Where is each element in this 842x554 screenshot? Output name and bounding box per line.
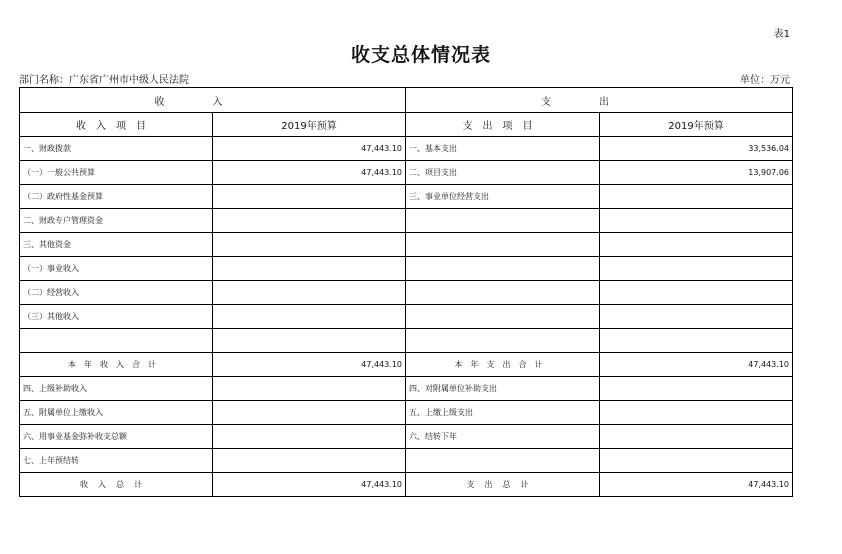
expense-value-cell	[600, 305, 793, 329]
expense-item-cell: 四、对附属单位补助支出	[406, 377, 600, 401]
expense-total-value: 47,443.10	[600, 473, 793, 497]
expense-header: 支出	[406, 88, 793, 113]
income-item-cell: 五、附属单位上缴收入	[20, 401, 213, 425]
income-header: 收入	[20, 88, 406, 113]
table-row	[20, 233, 793, 257]
income-total-label: 收入总计	[20, 473, 213, 497]
expense-item-header: 支出项目	[406, 113, 600, 137]
table-row	[20, 401, 793, 425]
income-budget-header: 2019年预算	[213, 113, 406, 137]
income-item-cell: （一）一般公共预算	[20, 161, 213, 185]
table-row	[20, 377, 793, 401]
expense-value-cell: 13,907.06	[600, 161, 793, 185]
expense-item-cell: 三、事业单位经营支出	[406, 185, 600, 209]
income-value-cell	[213, 305, 406, 329]
expense-value-cell	[600, 209, 793, 233]
income-value-cell: 47,443.10	[213, 161, 406, 185]
income-value-cell	[213, 209, 406, 233]
expense-value-cell	[600, 281, 793, 305]
table-row	[20, 137, 793, 161]
expense-item-cell: 六、结转下年	[406, 425, 600, 449]
income-value-cell	[213, 377, 406, 401]
expense-value-cell	[600, 449, 793, 473]
expense-value-cell	[600, 233, 793, 257]
income-value-cell	[213, 185, 406, 209]
expense-item-cell	[406, 209, 600, 233]
expense-subtotal-label: 本年支出合计	[406, 353, 600, 377]
table-row	[20, 305, 793, 329]
table-row	[20, 161, 793, 185]
total-row	[20, 473, 793, 497]
table-row	[20, 281, 793, 305]
income-value-cell	[213, 257, 406, 281]
expense-value-cell	[600, 329, 793, 353]
expense-item-cell: 一、基本支出	[406, 137, 600, 161]
expense-budget-header: 2019年预算	[600, 113, 793, 137]
income-item-cell: 四、上级补助收入	[20, 377, 213, 401]
column-header-row	[20, 113, 793, 137]
income-item-cell	[20, 329, 213, 353]
income-subtotal-value: 47,443.10	[213, 353, 406, 377]
income-item-cell: 二、财政专户管理资金	[20, 209, 213, 233]
income-item-cell: 六、用事业基金弥补收支总额	[20, 425, 213, 449]
table-number: 表1	[773, 29, 790, 40]
table-row	[20, 257, 793, 281]
income-value-cell: 47,443.10	[213, 137, 406, 161]
table-row	[20, 185, 793, 209]
income-expense-table	[19, 87, 793, 497]
unit-label: 单位：万元	[740, 75, 790, 86]
income-value-cell	[213, 425, 406, 449]
expense-value-cell	[600, 185, 793, 209]
expense-item-cell	[406, 257, 600, 281]
income-subtotal-label: 本年收入合计	[20, 353, 213, 377]
income-item-cell: （二）政府性基金预算	[20, 185, 213, 209]
expense-item-cell	[406, 305, 600, 329]
expense-value-cell: 33,536.04	[600, 137, 793, 161]
subtotal-row	[20, 353, 793, 377]
income-item-cell: 一、财政拨款	[20, 137, 213, 161]
income-value-cell	[213, 329, 406, 353]
expense-item-cell	[406, 233, 600, 257]
income-item-cell: 七、上年预结转	[20, 449, 213, 473]
table-row	[20, 425, 793, 449]
expense-item-cell: 二、项目支出	[406, 161, 600, 185]
income-item-cell: （三）其他收入	[20, 305, 213, 329]
expense-value-cell	[600, 401, 793, 425]
table-row	[20, 329, 793, 353]
expense-item-cell	[406, 449, 600, 473]
income-value-cell	[213, 281, 406, 305]
income-item-cell: （一）事业收入	[20, 257, 213, 281]
expense-item-cell: 五、上缴上级支出	[406, 401, 600, 425]
expense-subtotal-value: 47,443.10	[600, 353, 793, 377]
expense-value-cell	[600, 257, 793, 281]
income-value-cell	[213, 449, 406, 473]
expense-item-cell	[406, 281, 600, 305]
income-total-value: 47,443.10	[213, 473, 406, 497]
expense-value-cell	[600, 425, 793, 449]
expense-item-cell	[406, 329, 600, 353]
income-item-cell: 三、其他资金	[20, 233, 213, 257]
top-header-row	[20, 88, 793, 113]
income-item-cell: （二）经营收入	[20, 281, 213, 305]
income-value-cell	[213, 233, 406, 257]
income-item-header: 收入项目	[20, 113, 213, 137]
department-name: 部门名称：广东省广州市中级人民法院	[19, 75, 189, 86]
expense-value-cell	[600, 377, 793, 401]
income-value-cell	[213, 401, 406, 425]
page-title: 收支总体情况表	[350, 44, 491, 66]
table-row	[20, 449, 793, 473]
table-row	[20, 209, 793, 233]
expense-total-label: 支出总计	[406, 473, 600, 497]
